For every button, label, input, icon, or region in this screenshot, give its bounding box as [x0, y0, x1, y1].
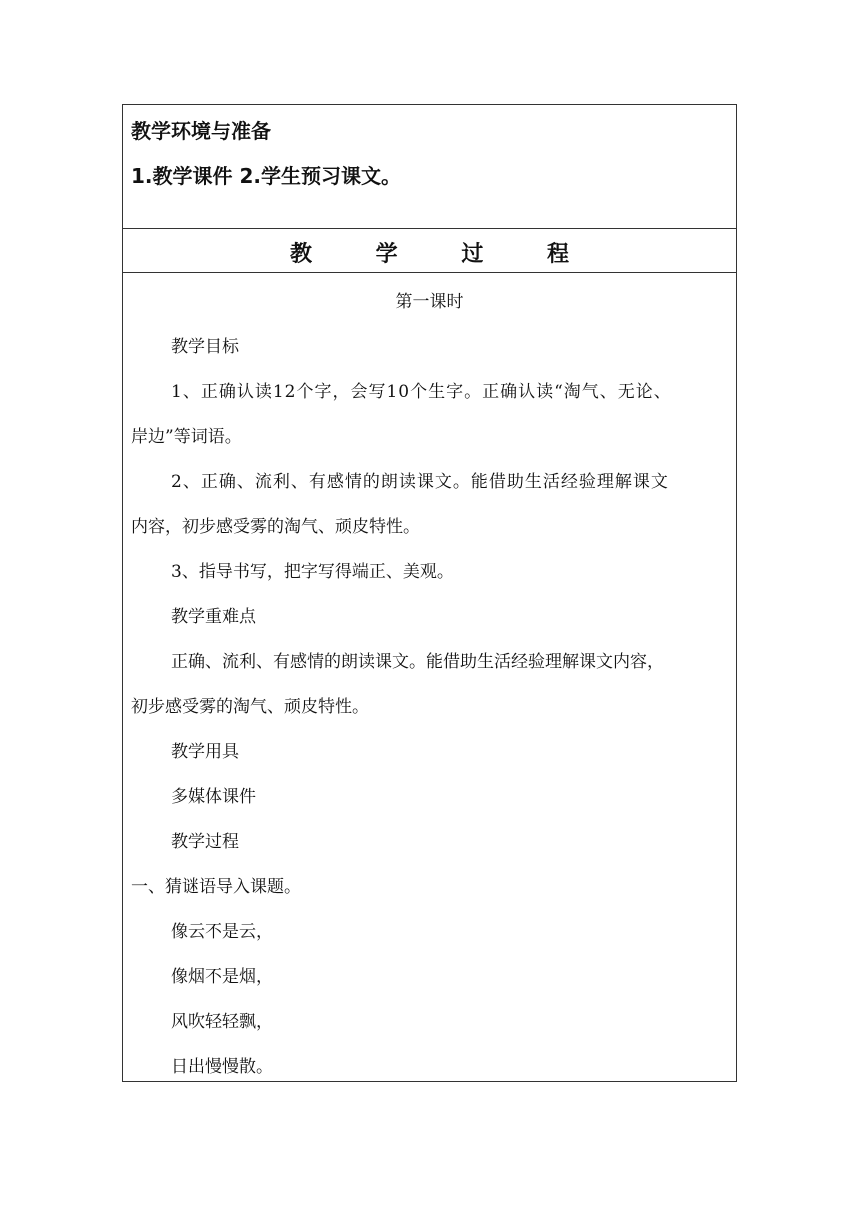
- key-heading: 教学重难点: [171, 607, 256, 627]
- process-header-cell: [123, 229, 736, 273]
- tools-heading: 教学用具: [171, 742, 239, 762]
- goal-3: 3、指导书写，把字写得端正、美观。: [171, 562, 454, 582]
- goal-2-line-2: 内容，初步感受雾的淘气、顽皮特性。: [131, 517, 420, 537]
- tools-content: 多媒体课件: [171, 787, 256, 807]
- environment-title: 教学环境与准备: [131, 119, 271, 143]
- goal-2-line-1: 2、正确、流利、有感情的朗读课文。能借助生活经验理解课文: [171, 472, 669, 492]
- session-title: 第一课时: [395, 292, 464, 312]
- riddle-line-3: 风吹轻轻飘，: [171, 1012, 273, 1032]
- environment-content: 1.教学课件 2.学生预习课文。: [131, 164, 401, 188]
- riddle-line-4: 日出慢慢散。: [171, 1057, 273, 1077]
- riddle-line-1: 像云不是云，: [171, 922, 273, 942]
- goal-1-line-2: 岸边”等词语。: [131, 427, 242, 447]
- lesson-plan-table: [122, 104, 737, 1082]
- process-header: 教 学 过 程: [290, 242, 597, 267]
- key-line-2: 初步感受雾的淘气、顽皮特性。: [131, 697, 369, 717]
- riddle-line-2: 像烟不是烟，: [171, 967, 273, 987]
- step-1: 一、猜谜语导入课题。: [131, 877, 301, 897]
- goals-heading: 教学目标: [171, 337, 239, 357]
- process-heading: 教学过程: [171, 832, 239, 852]
- environment-cell: [123, 105, 736, 229]
- process-content-cell: [123, 273, 736, 1081]
- goal-1-line-1: 1、正确认读12个字，会写10个生字。正确认读“淘气、无论、: [171, 382, 672, 402]
- key-line-1: 正确、流利、有感情的朗读课文。能借助生活经验理解课文内容，: [171, 652, 664, 672]
